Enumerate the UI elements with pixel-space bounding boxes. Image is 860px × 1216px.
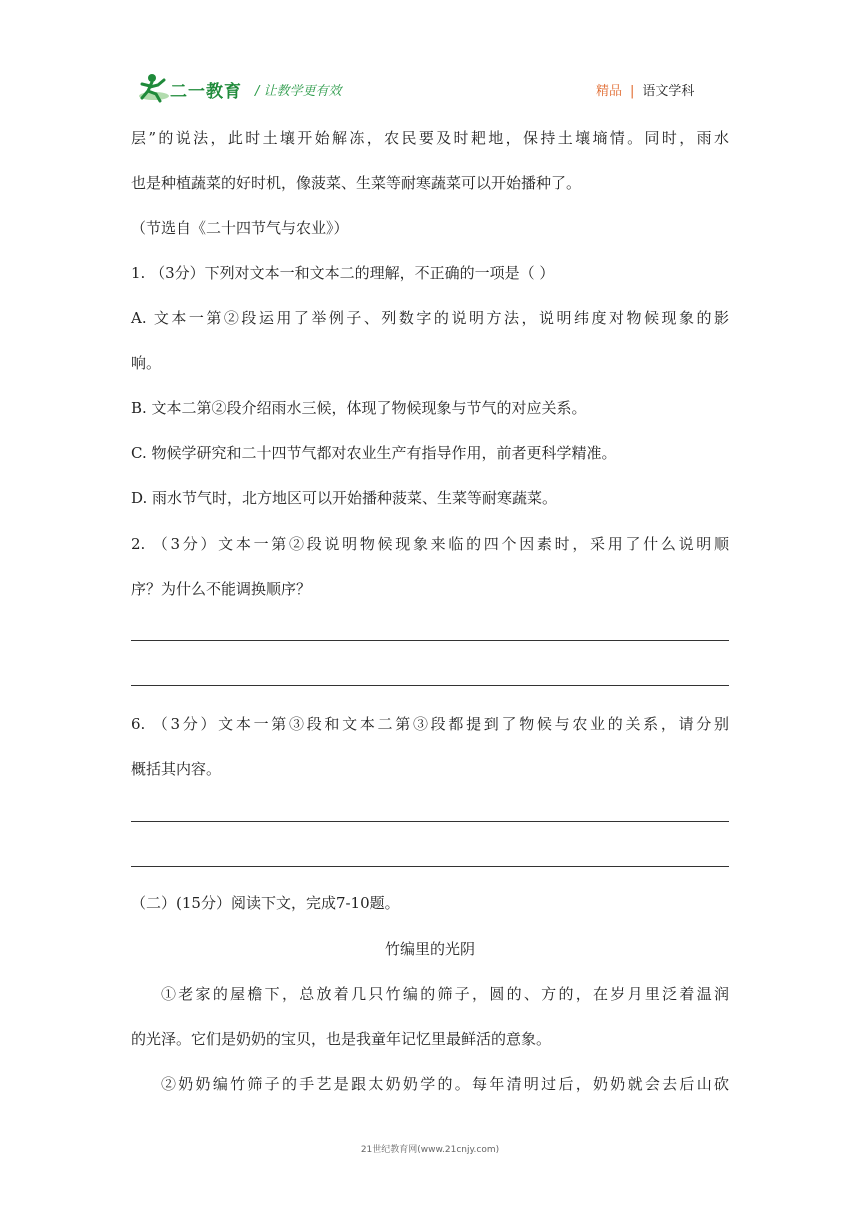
text-line: 也是种植蔬菜的好时机，像菠菜、生菜等耐寒蔬菜可以开始播种了。 <box>131 174 582 192</box>
badge-separator: | <box>630 84 635 99</box>
section-heading: （二）(15分）阅读下文，完成7-10题。 <box>131 894 400 912</box>
option-a-cont: 响。 <box>131 354 162 372</box>
question-2-cont: 序？为什么不能调换顺序？ <box>131 580 312 598</box>
passage-title: 竹编里的光阴 <box>384 940 475 958</box>
question-1: 1. （3分）下列对文本一和文本二的理解，不正确的一项是（ ） <box>131 264 555 282</box>
page-footer: 21世纪教育网(www.21cnjy.com) <box>360 1145 500 1155</box>
answer-line[interactable] <box>131 866 729 867</box>
badge-subject: 语文学科 <box>642 84 695 99</box>
option-d: D. 雨水节气时，北方地区可以开始播种菠菜、生菜等耐寒蔬菜。 <box>131 489 558 507</box>
subject-badge <box>596 80 694 99</box>
paragraph-1: ①老家的屋檐下，总放着几只竹编的筛子，圆的、方的，在岁月里泛着温润 <box>161 985 729 1003</box>
option-a: A. 文本一第②段运用了举例子、列数字的说明方法，说明纬度对物候现象的影 <box>131 309 729 327</box>
header-slogan: / 让教学更有效 <box>255 84 342 99</box>
paragraph-1-cont: 的光泽。它们是奶奶的宝贝，也是我童年记忆里最鲜活的意象。 <box>131 1030 552 1048</box>
badge-tag: 精品 <box>596 84 623 99</box>
text-line: 层”的说法，此时土壤开始解冻，农民要及时耙地，保持土壤墒情。同时，雨水 <box>131 129 729 147</box>
answer-line[interactable] <box>131 685 729 686</box>
logo-text: 二一教育 <box>170 82 242 102</box>
source-note: （节选自《二十四节气与农业》） <box>131 219 349 237</box>
answer-line[interactable] <box>131 640 729 641</box>
question-2: 2. （3分）文本一第②段说明物候现象来临的四个因素时，采用了什么说明顺 <box>131 535 729 553</box>
page-header <box>0 0 860 110</box>
paragraph-2: ②奶奶编竹筛子的手艺是跟太奶奶学的。每年清明过后，奶奶就会去后山砍 <box>161 1075 729 1093</box>
question-6-cont: 概括其内容。 <box>131 760 222 778</box>
question-6: 6. （3分）文本一第③段和文本二第③段都提到了物候与农业的关系，请分别 <box>131 715 729 733</box>
answer-line[interactable] <box>131 821 729 822</box>
option-c: C. 物候学研究和二十四节气都对农业生产有指导作用，前者更科学精准。 <box>131 444 617 462</box>
option-b: B. 文本二第②段介绍雨水三候，体现了物候现象与节气的对应关系。 <box>131 399 587 417</box>
